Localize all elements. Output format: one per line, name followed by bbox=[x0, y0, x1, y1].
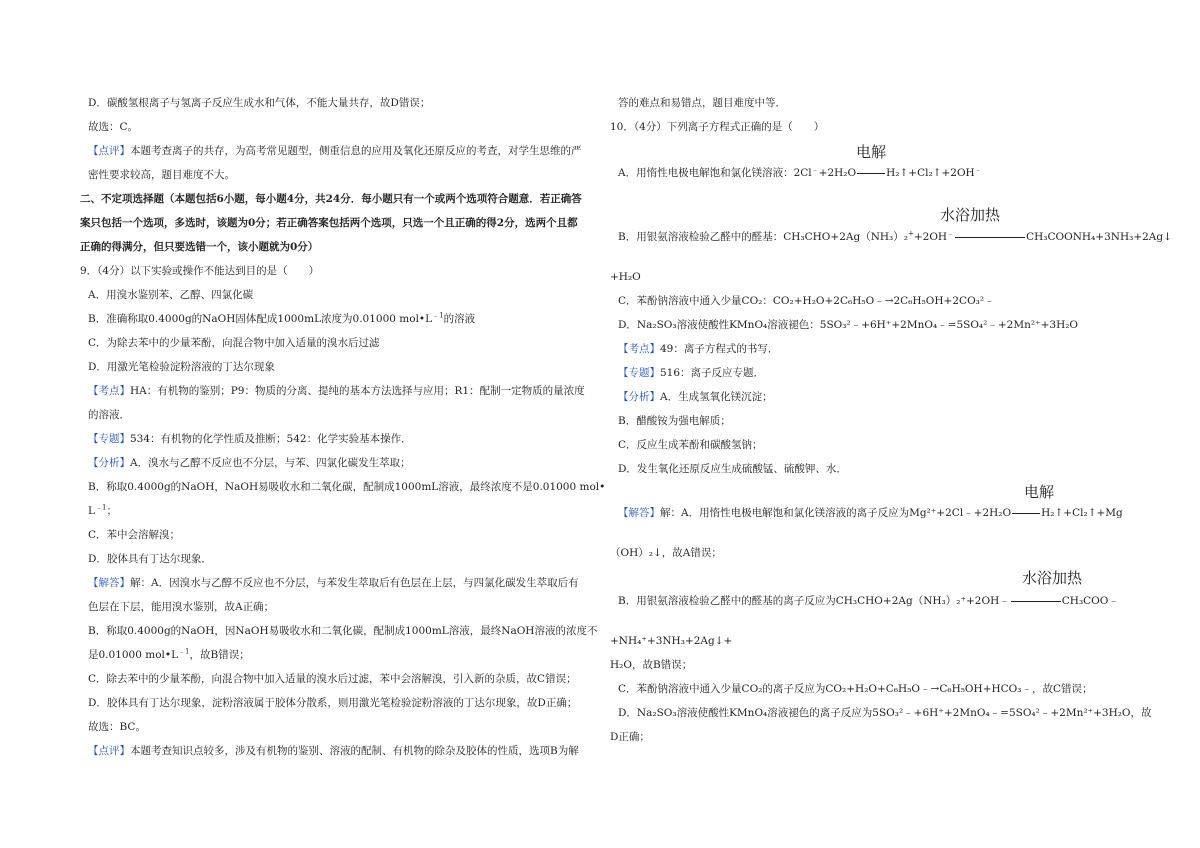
jieda-text: CH₃COO﹣ bbox=[1061, 595, 1119, 607]
text-line bbox=[88, 648, 250, 662]
jieda-line bbox=[618, 506, 1123, 520]
text-line: D．发生氧化还原反应生成硫酸锰、硫酸钾、水． bbox=[618, 463, 847, 475]
option-b-text: B．用银氨溶液检验乙醛中的醛基：CH₃CHO+2Ag（NH₃）₂ bbox=[618, 231, 908, 243]
reaction-condition: 水浴加热 bbox=[940, 206, 1001, 224]
text-line: （OH）₂↓，故A错误； bbox=[610, 547, 722, 559]
reaction-arrow bbox=[857, 173, 885, 174]
superscript: ﹣1 bbox=[178, 647, 190, 656]
text-line: B．称取0.4000g的NaOH，因NaOH易吸收水和二氧化碳，配制成1000mL溶液，最终NaOH溶液的浓度不 bbox=[88, 625, 598, 637]
text-line bbox=[88, 504, 117, 518]
section-heading: 正确的得满分，但只要选错一个，该小题就为0分） bbox=[80, 241, 319, 253]
kaodian-tag: 【考点】 bbox=[618, 343, 660, 355]
text-line: H₂O，故B错误； bbox=[610, 659, 693, 671]
text-line: B．称取0.4000g的NaOH，NaOH易吸收水和二氧化碳，配制成1000mL溶液，最终浓度不是0.01000 mol• bbox=[88, 481, 606, 493]
option-a bbox=[618, 166, 982, 180]
text-part: 是0.01000 mol•L bbox=[88, 649, 179, 661]
text-line: D．胶体具有丁达尔现象． bbox=[88, 553, 212, 565]
option-b bbox=[618, 230, 1172, 244]
option-b bbox=[88, 312, 475, 326]
question-9: 9．（4分）以下实验或操作不能达到目的是（ ） bbox=[80, 265, 320, 277]
text-line: 答的难点和易错点，题目难度中等． bbox=[618, 97, 786, 109]
reaction-condition: 电解 bbox=[856, 143, 887, 161]
option-b-text: CH₃COONH₄+3NH₃+2Ag↓ bbox=[1026, 231, 1172, 243]
fenxi-line bbox=[88, 456, 411, 470]
option-a: A．用溴水鉴别苯、乙醇、四氯化碳 bbox=[88, 289, 254, 301]
dianping-tag: 【点评】 bbox=[88, 745, 130, 757]
comment-text: 本题考查离子的共存，为高考常见题型，侧重信息的应用及氧化还原反应的考查，对学生思维的严 bbox=[130, 145, 582, 157]
text-line: 色层在下层，能用溴水鉴别，故A正确； bbox=[88, 601, 275, 613]
jieda-line bbox=[618, 594, 1119, 608]
jieda-text: 解：A．因溴水与乙醇不反应也不分层，与苯发生萃取后有色层在上层，与四氯化碳发生萃取后有 bbox=[130, 577, 579, 589]
zhuanti-text: 534：有机物的化学性质及推断；542：化学实验基本操作． bbox=[130, 433, 412, 445]
superscript: ﹣1 bbox=[432, 311, 444, 320]
text-line: 故选：C。 bbox=[88, 121, 139, 133]
zhuanti-tag: 【专题】 bbox=[88, 433, 130, 445]
jieda-line bbox=[88, 576, 579, 590]
kaodian-text: 49：离子方程式的书写． bbox=[660, 343, 779, 355]
fenxi-tag: 【分析】 bbox=[88, 457, 130, 469]
section-heading: 二、不定项选择题（本题包括6小题，每小题4分，共24分．每小题只有一个或两个选项符合题意．若正确答 bbox=[80, 193, 582, 205]
superscript: ﹣ bbox=[947, 229, 955, 238]
jieda-tag: 【解答】 bbox=[618, 507, 660, 519]
section-heading: 案只包括一个选项，多选时，该题为0分；若正确答案包括两个选项，只选一个且正确的得2分，选两个且都 bbox=[80, 217, 578, 229]
text-line: C．苯中会溶解溴； bbox=[88, 529, 181, 541]
option-b-text: B．准确称取0.4000g的NaOH固体配成1000mL浓度为0.01000 mol•L bbox=[88, 313, 433, 325]
text-line: 的溶液． bbox=[88, 409, 130, 421]
option-b-end: 的溶液 bbox=[443, 313, 476, 325]
fenxi-text: A．生成氢氧化镁沉淀； bbox=[660, 391, 773, 403]
option-a-text: H₂↑+Cl₂↑+2OH bbox=[886, 167, 975, 179]
jieda-text: 解：A．用惰性电极电解饱和氯化镁溶液的离子反应为Mg²⁺+2Cl﹣+2H₂O bbox=[660, 507, 1012, 519]
reaction-condition: 水浴加热 bbox=[1022, 569, 1083, 587]
left-column bbox=[80, 0, 606, 848]
text-part: ； bbox=[106, 505, 117, 517]
dianping-text: 本题考查知识点较多，涉及有机物的鉴别、溶液的配制、有机物的除杂及胶体的性质，选项B为解 bbox=[130, 745, 579, 757]
fenxi-tag: 【分析】 bbox=[618, 391, 660, 403]
zhuanti-tag: 【专题】 bbox=[618, 367, 660, 379]
option-b-text: +2OH bbox=[913, 231, 948, 243]
text-line: D．Na₂SO₃溶液使酸性KMnO₄溶液褪色的离子反应为5SO₃²﹣+6H⁺+2MnO₄﹣=5SO₄²﹣+2Mn²⁺+3H₂O，故 bbox=[618, 707, 1152, 719]
zhuanti-text: 516：离子反应专题． bbox=[660, 367, 765, 379]
superscript: ﹣ bbox=[811, 165, 819, 174]
reaction-arrow bbox=[1011, 601, 1061, 602]
option-c: C．苯酚钠溶液中通入少量CO₂：CO₂+H₂O+2C₆H₅O﹣→2C₆H₅OH+2CO₃²﹣ bbox=[618, 295, 995, 307]
text-line: 密性要求较高，题目难度不大。 bbox=[88, 169, 235, 181]
right-column bbox=[610, 0, 1172, 848]
kaodian-tag: 【考点】 bbox=[88, 385, 130, 397]
comment-line bbox=[88, 144, 582, 158]
text-line: C．苯酚钠溶液中通入少量CO₂的离子反应为CO₂+H₂O+C₆H₅O﹣→C₆H₅OH+HCO₃﹣，故C错误； bbox=[618, 683, 1093, 695]
kaodian-text: HA：有机物的鉴别；P9：物质的分离、提纯的基本方法选择与应用；R1：配制一定物质的量浓度 bbox=[130, 385, 585, 397]
text-line: D正确； bbox=[610, 731, 650, 743]
reaction-arrow bbox=[1012, 513, 1040, 514]
superscript: + bbox=[907, 229, 914, 238]
text-part: ，故B错误； bbox=[189, 649, 250, 661]
reaction-condition: 电解 bbox=[1024, 483, 1055, 501]
question-10: 10．（4分）下列离子方程式正确的是（ ） bbox=[610, 121, 825, 133]
fenxi-text: A．溴水与乙醇不反应也不分层，与苯、四氯化碳发生萃取； bbox=[130, 457, 411, 469]
superscript: ﹣ bbox=[974, 165, 982, 174]
text-line: D．碳酸氢根离子与氢离子反应生成水和气体，不能大量共存，故D错误； bbox=[88, 97, 431, 109]
fenxi-line bbox=[618, 390, 773, 404]
kaodian-line bbox=[618, 342, 778, 356]
text-line: +NH₄⁺+3NH₃+2Ag↓+ bbox=[610, 635, 733, 647]
jieda-text: H₂↑+Cl₂↑+Mg bbox=[1041, 507, 1123, 519]
option-d: D．Na₂SO₃溶液使酸性KMnO₄溶液褪色：5SO₃²﹣+6H⁺+2MnO₄﹣=5SO₄²﹣+2Mn²⁺+3H₂O bbox=[618, 319, 1079, 331]
reaction-arrow bbox=[955, 237, 1025, 238]
option-d: D．用激光笔检验淀粉溶液的丁达尔现象 bbox=[88, 361, 275, 373]
superscript: ﹣1 bbox=[94, 503, 107, 512]
text-part: L bbox=[88, 505, 95, 517]
text-line: D．胶体具有丁达尔现象，淀粉溶液属于胶体分散系，则用激光笔检验淀粉溶液的丁达尔现象，故D正确； bbox=[88, 697, 578, 709]
jieda-text: B．用银氨溶液检验乙醛中的醛基的离子反应为CH₃CHO+2Ag（NH₃）₂⁺+2OH﹣ bbox=[618, 595, 1010, 607]
text-line: 故选：BC。 bbox=[88, 721, 146, 733]
text-line: B．醋酸铵为强电解质； bbox=[618, 415, 731, 427]
comment-tag: 【点评】 bbox=[88, 145, 130, 157]
option-a-text: A．用惰性电极电解饱和氯化镁溶液：2Cl bbox=[618, 167, 812, 179]
text-line: +H₂O bbox=[610, 271, 641, 283]
option-c: C．为除去苯中的少量苯酚，向混合物中加入适量的溴水后过滤 bbox=[88, 337, 380, 349]
option-a-text: +2H₂O bbox=[818, 167, 857, 179]
text-line: C．除去苯中的少量苯酚，向混合物中加入适量的溴水后过滤，苯中会溶解溴，引入新的杂质，故C错误； bbox=[88, 673, 577, 685]
text-line: C．反应生成苯酚和碳酸氢钠； bbox=[618, 439, 763, 451]
dianping-line bbox=[88, 744, 579, 758]
jieda-tag: 【解答】 bbox=[88, 577, 130, 589]
zhuanti-line bbox=[618, 366, 764, 380]
kaodian-line bbox=[88, 384, 585, 398]
zhuanti-line bbox=[88, 432, 412, 446]
